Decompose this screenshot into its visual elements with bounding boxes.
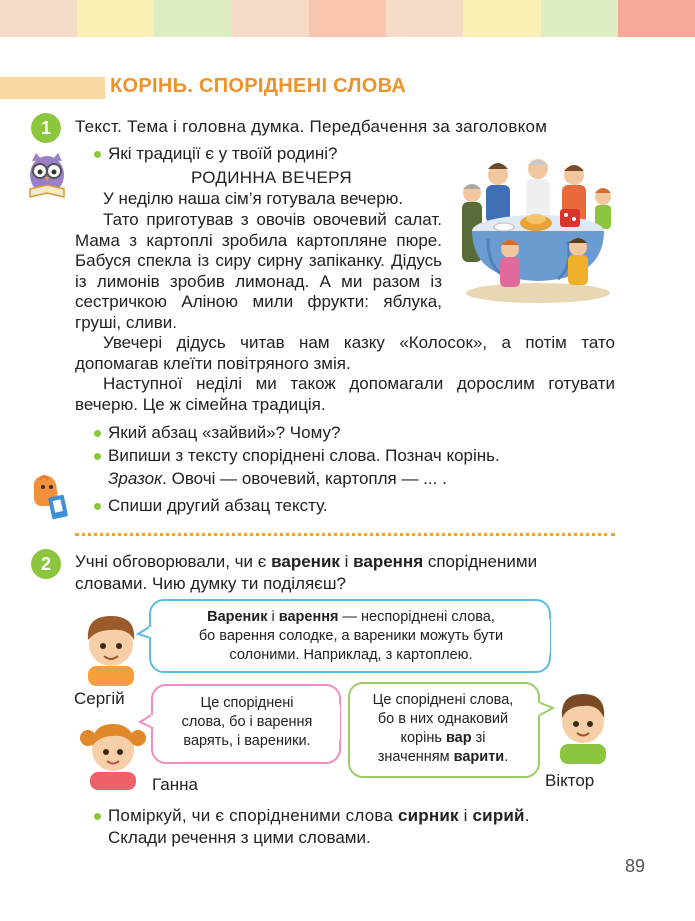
word-varyty: варити	[453, 749, 505, 765]
bubble-text: і	[267, 609, 279, 625]
paragraph-3: Увечері дідусь читав нам казку «Колосок», а потім тато допомагав клеїти повітряного змія.	[75, 333, 615, 373]
bubble-line: бо в них однаковий	[377, 711, 509, 727]
stripe	[77, 0, 154, 37]
family-dinner-illustration	[458, 153, 616, 305]
sample-line	[108, 469, 447, 489]
word-syrnyk: сирник	[397, 806, 459, 825]
page-title: КОРІНЬ. СПОРІДНЕНІ СЛОВА	[110, 75, 407, 97]
bubble-line	[152, 608, 550, 627]
stripe	[0, 0, 77, 37]
task-bullet: Який абзац «зайвий»? Чому?	[108, 423, 341, 442]
task-text: Поміркуй, чи є спорідненими слова	[108, 806, 398, 825]
bubble-text: — неспоріднені слова,	[338, 609, 495, 625]
owl-reading-icon	[24, 145, 70, 201]
word-syryi: сирий	[472, 806, 525, 825]
title-band	[0, 77, 105, 99]
viktor-speech-bubble	[352, 691, 534, 767]
stripe	[386, 0, 463, 37]
word-varenyk: вареник	[271, 552, 340, 571]
hand-writing-icon	[26, 470, 70, 520]
story-title: РОДИННА ВЕЧЕРЯ	[191, 168, 352, 187]
stripe	[309, 0, 386, 37]
bubble-text: значенням	[377, 749, 454, 765]
paragraph-1: У неділю наша сім’я готувала вечерю.	[103, 189, 404, 208]
bubble-line: солоними. Наприклад, з картоплею.	[229, 647, 473, 663]
bold-word: варення	[278, 609, 339, 625]
bubble-line: слова, бо і варення	[181, 714, 313, 730]
hanna-avatar	[80, 712, 146, 790]
bubble-text: зі	[471, 730, 486, 746]
bubble-line: Це споріднені	[200, 695, 294, 711]
paragraph-2: Тато приготував з овочів овочевий салат. Мама з картоплі зробила картопляне пюре. Бабуся спекла із сиру сирну запіканку. Дідусь із лимонів зробив лимонад. А ми разом із сестричкою Аліною мили фрукти: яблука, груші, сливи.	[75, 210, 442, 332]
question-bullet: Які традиції є у твоїй родині?	[108, 144, 338, 163]
final-task	[108, 806, 615, 826]
stripe	[463, 0, 540, 37]
exercise-1-intro: Текст. Тема і головна думка. Передбачення за заголовком	[75, 117, 548, 136]
bold-word: Вареник	[207, 609, 268, 625]
stripe	[541, 0, 618, 37]
word-varennia: варення	[353, 552, 424, 571]
bubble-line: Це споріднені слова,	[372, 692, 514, 708]
task-bullet: Випиши з тексту споріднені слова. Познач корінь.	[108, 446, 500, 465]
exercise-number-2: 2	[31, 549, 61, 579]
stripe	[154, 0, 231, 37]
name-hanna: Ганна	[152, 775, 198, 794]
section-divider	[75, 533, 615, 536]
page-number: 89	[625, 856, 646, 876]
bubble-text: .	[504, 749, 509, 765]
task-bullet: Спиши другий абзац тексту.	[108, 496, 328, 515]
sample-text: . Овочі — овочевий, картопля — ... .	[162, 469, 447, 488]
bubble-line	[352, 729, 534, 748]
task-text: .	[524, 806, 530, 825]
root-var: вар	[445, 730, 472, 746]
bubble-line: бо варення солодке, а вареники можуть бути	[198, 628, 504, 644]
final-task-line2: Склади речення з цими словами.	[108, 828, 371, 847]
question-part: Учні обговорювали, чи є	[75, 552, 272, 571]
bubble-line	[352, 748, 534, 767]
task-text: і	[458, 806, 473, 825]
serhii-speech-bubble	[152, 608, 550, 665]
stripe	[618, 0, 695, 37]
bubble-text: корінь	[400, 730, 446, 746]
sample-label: Зразок	[108, 469, 163, 488]
question-part: спорідненими	[423, 552, 538, 571]
name-serhii: Сергій	[74, 689, 125, 708]
paragraph-4: Наступної неділі ми також допомагали дорослим готувати вечерю. Це ж сімейна традиція.	[75, 374, 615, 414]
bubble-line: варять, і вареники.	[183, 733, 311, 749]
viktor-avatar	[550, 684, 616, 764]
header-stripes	[0, 0, 695, 37]
exercise-2-question	[75, 552, 615, 572]
question-part: і	[339, 552, 354, 571]
name-viktor: Віктор	[545, 771, 595, 790]
exercise-number-1: 1	[31, 113, 61, 143]
stripe	[232, 0, 309, 37]
exercise-2-question-line2: словами. Чию думку ти поділяєш?	[75, 574, 346, 593]
hanna-speech-bubble	[154, 694, 340, 751]
